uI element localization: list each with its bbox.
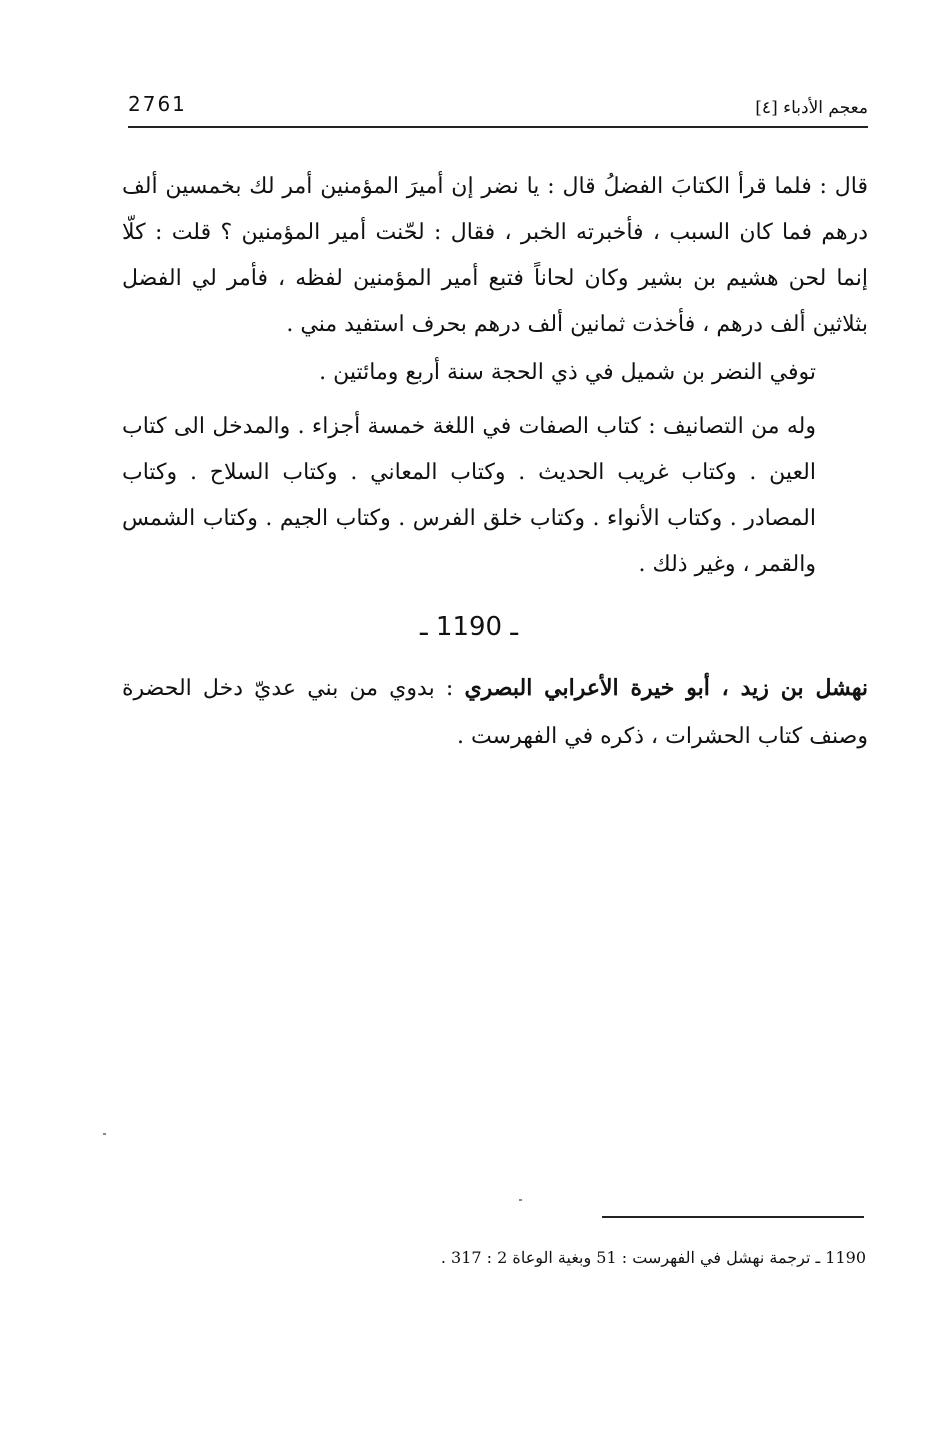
paragraph-2: توفي النضر بن شميل في ذي الحجة سنة أربع ومائتين .: [319, 360, 816, 385]
scan-speck: [103, 1133, 106, 1135]
paragraph-3: وله من التصانيف : كتاب الصفات في اللغة خمسة أجزاء . والمدخل الى كتاب العين . وكتاب غريب الحديث . وكتاب المعاني . وكتاب السلاح . وكتاب المصادر . وكتاب الأنواء . وكتاب خلق الفرس . وكتاب الجيم . وكتاب الشمس والقمر ، وغير ذلك .: [122, 414, 816, 577]
entry-paragraph: [122, 664, 868, 761]
footnote: 1190 ـ ترجمة نهشل في الفهرست : 51 وبغية الوعاة 2 : 317 .: [440, 1248, 866, 1267]
footnote-rule: [602, 1216, 864, 1218]
running-head: معجم الأدباء [٤]: [755, 98, 868, 118]
header-rule: [128, 126, 868, 128]
scan-speck: [519, 1199, 522, 1201]
paragraph-1: قال : فلما قرأ الكتابَ الفضلُ قال : يا نضر إن أميرَ المؤمنين أمر لك بخمسين ألف درهم فما كان السبب ، فأخبرته الخبر ، فقال : لحّنت أمير المؤمنين ؟ قلت : كلّا إنما لحن هشيم بن بشير وكان لحاناً فتبع أمير المؤمنين لفظه ، فأمر لي الفضل بثلاثين ألف درهم ، فأخذت ثمانين ألف درهم بحرف استفيد مني .: [122, 174, 868, 337]
entry-number: ـ 1190 ـ: [420, 612, 518, 642]
page-number: 2761: [128, 92, 187, 116]
entry-name: نهشل بن زيد ، أبو خيرة الأعرابي البصري: [464, 675, 868, 701]
entry-text: : بدوي من بني عديّ دخل الحضرة وصنف كتاب الحشرات ، ذكره في الفهرست .: [122, 676, 868, 749]
